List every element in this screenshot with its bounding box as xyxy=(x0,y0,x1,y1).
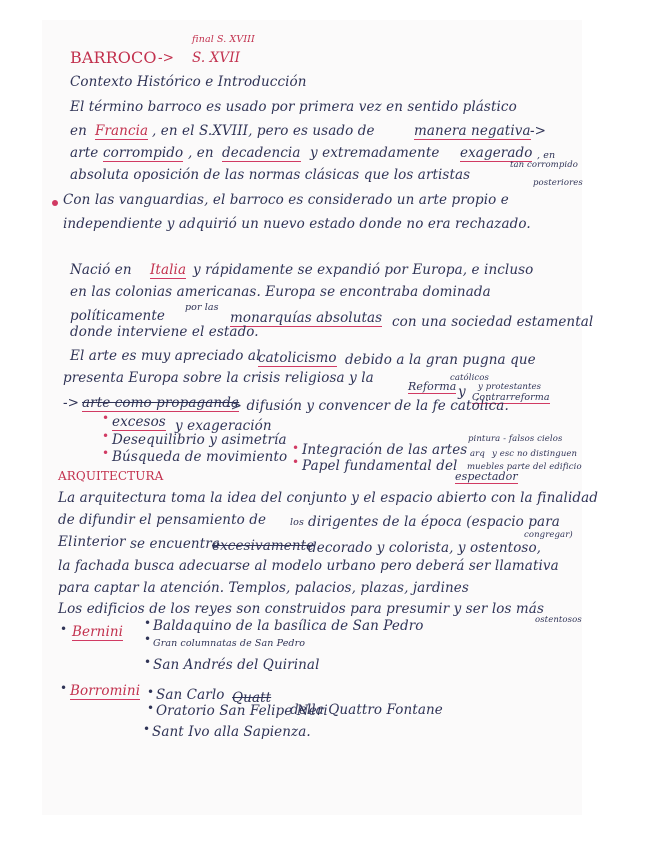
arrow: -> xyxy=(530,123,547,139)
title-arrow: -> xyxy=(158,50,175,66)
text-line: la fachada busca adecuarse al modelo urbano pero deberá ser llamativa xyxy=(58,558,559,574)
text-line: de difundir el pensamiento de xyxy=(58,512,267,528)
text-line: El término barroco es usado por primera vez en sentido plástico xyxy=(70,99,517,115)
text-line: , en el S.XVIII, pero es usado de xyxy=(152,123,375,139)
highlight-word: manera negativa xyxy=(414,123,531,139)
text-line: El arte es muy apreciado al xyxy=(70,348,261,364)
feature-item: excesos xyxy=(112,414,166,430)
margin-note: arq xyxy=(470,449,485,459)
bullet-dot xyxy=(52,200,58,206)
section-heading: ARQUITECTURA xyxy=(58,469,164,483)
title-century: S. XVII xyxy=(192,50,241,66)
feature-item: Búsqueda de movimiento xyxy=(112,449,288,465)
highlight-word: arte como propaganda xyxy=(82,395,240,411)
section-heading: Contexto Histórico e Introducción xyxy=(70,74,307,90)
highlight-word: Francia xyxy=(95,123,149,139)
highlight-word: exagerado xyxy=(460,145,533,161)
text-line: con una sociedad estamental xyxy=(392,314,594,330)
text-line: y extremadamente xyxy=(310,145,440,161)
text-line: Los edificios de los reyes son construidos para presumir y ser los más xyxy=(58,601,544,617)
margin-note: posteriores xyxy=(533,178,583,188)
text-line: por las xyxy=(185,302,219,313)
text-line: decorado y colorista, y ostentoso, xyxy=(308,540,542,556)
text-line: Nació en xyxy=(70,262,132,278)
arrow: -> xyxy=(63,395,80,411)
feature-item: y exageración xyxy=(175,418,272,434)
margin-note: tan corrompido xyxy=(510,160,578,170)
text-line: El xyxy=(58,534,73,550)
text-line: independiente y adquirió un nuevo estado donde no era rechazado. xyxy=(63,216,531,232)
margin-note: católicos xyxy=(450,373,489,383)
highlight-word: catolicismo xyxy=(258,350,337,366)
highlight-word: corrompido xyxy=(103,145,184,161)
highlight-word: Italia xyxy=(150,262,187,278)
text-line: , en xyxy=(188,145,214,161)
feature-item: Papel fundamental del xyxy=(302,458,458,474)
text-line: Con las vanguardias, el barroco es considerado un arte propio e xyxy=(63,192,509,208)
text-line: -> difusión y convencer de la fe católica. xyxy=(226,398,509,414)
feature-item: Integración de las artes xyxy=(302,442,468,458)
text-line: y xyxy=(458,384,466,400)
text-line: presenta Europa sobre la crisis religiosa y la xyxy=(63,370,374,386)
text-line: , en xyxy=(537,150,556,161)
highlight-word: decadencia xyxy=(222,145,301,161)
text-line: donde interviene el estado. xyxy=(70,324,259,340)
text-line: excesivamente xyxy=(212,538,315,554)
artwork-item: Baldaquino de la basílica de San Pedro xyxy=(153,618,424,634)
artwork-item: Sant Ivo alla Sapienza. xyxy=(152,724,311,740)
artist-name: Borromini xyxy=(70,683,141,699)
margin-note: y protestantes xyxy=(478,382,542,392)
margin-note: ostentosos xyxy=(535,615,582,625)
text-line: dirigentes de la época (espacio para xyxy=(308,514,560,530)
text-line: absoluta oposición de las normas clásicas que los artistas xyxy=(70,167,471,183)
feature-item: Desequilibrio y asimetría xyxy=(112,432,287,448)
artwork-item: Gran columnatas de San Pedro xyxy=(153,638,306,649)
margin-note: congregar) xyxy=(524,530,573,540)
highlight-word: espectador xyxy=(455,470,518,483)
artwork-item: Quatt xyxy=(232,690,272,706)
highlight-word: Contrarreforma xyxy=(472,392,550,403)
artwork-item: San Andrés del Quirinal xyxy=(153,657,320,673)
artist-name: Bernini xyxy=(72,624,124,640)
margin-note: y esc no distinguen xyxy=(492,449,578,459)
text-line: en xyxy=(70,123,87,139)
artwork-item: della Quattro Fontane xyxy=(290,702,443,718)
text-line: los xyxy=(290,517,304,528)
margin-note: muebles parte del edificio xyxy=(467,462,582,472)
text-line: para captar la atención. Templos, palacios, plazas, jardines xyxy=(58,580,469,596)
page-title: BARROCO xyxy=(70,48,157,67)
highlight-word: Reforma xyxy=(408,380,457,393)
highlight-word: monarquías absolutas xyxy=(230,310,383,326)
text-line: y rápidamente se expandió por Europa, e incluso xyxy=(193,262,534,278)
margin-note: pintura - falsos cielos xyxy=(468,434,563,444)
artwork-item: Oratorio San Felipe Neri xyxy=(156,703,328,719)
text-line: La arquitectura toma la idea del conjunto y el espacio abierto con la finalidad xyxy=(58,490,599,506)
text-line: debido a la gran pugna que xyxy=(345,352,536,368)
end-note: final S. XVIII xyxy=(192,34,255,45)
text-line: políticamente xyxy=(70,308,165,324)
artwork-item: San Carlo xyxy=(156,687,225,703)
text-line: interior xyxy=(73,534,126,550)
text-line: se encuentra xyxy=(130,536,220,552)
text-line: arte xyxy=(70,145,99,161)
text-line: en las colonias americanas. Europa se encontraba dominada xyxy=(70,284,491,300)
